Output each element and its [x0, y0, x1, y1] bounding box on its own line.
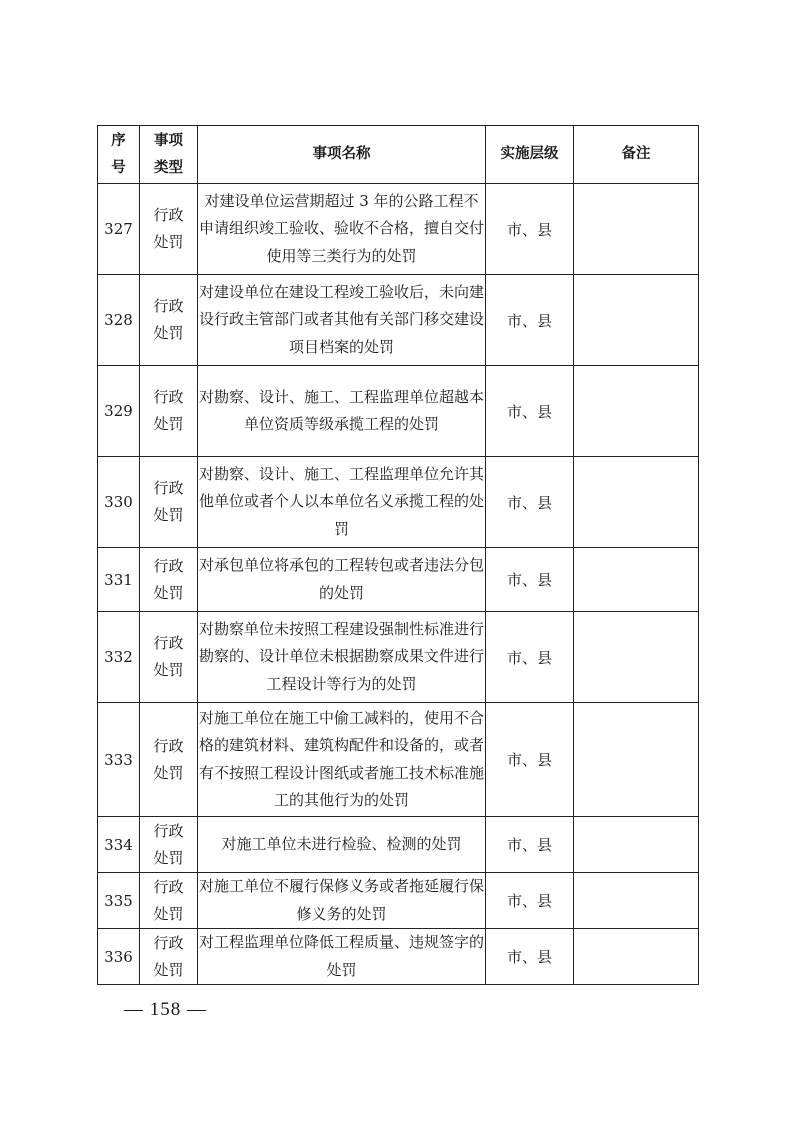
row-level: 市、县: [486, 703, 574, 817]
row-number: 328: [98, 275, 140, 366]
row-item-name: 对勘察、设计、施工、工程监理单位超越本单位资质等级承揽工程的处罚: [198, 366, 486, 457]
row-level: 市、县: [486, 366, 574, 457]
row-item-name: 对施工单位未进行检验、检测的处罚: [198, 817, 486, 873]
row-level: 市、县: [486, 612, 574, 703]
row-item-name: 对勘察单位未按照工程建设强制性标准进行勘察的、设计单位未根据勘察成果文件进行工程设计等行为的处罚: [198, 612, 486, 703]
header-type: 事项 类型: [140, 126, 198, 184]
row-type: 行政 处罚: [140, 366, 198, 457]
row-number: 329: [98, 366, 140, 457]
row-item-name: 对施工单位在施工中偷工减料的，使用不合格的建筑材料、建筑构配件和设备的，或者有不按照工程设计图纸或者施工技术标准施工的其他行为的处罚: [198, 703, 486, 817]
row-level: 市、县: [486, 873, 574, 929]
row-type: 行政 处罚: [140, 548, 198, 612]
row-type: 行政 处罚: [140, 703, 198, 817]
row-type: 行政 处罚: [140, 929, 198, 985]
row-type: 行政 处罚: [140, 457, 198, 548]
row-remark: [574, 548, 699, 612]
row-remark: [574, 457, 699, 548]
table-row: [98, 548, 699, 612]
row-number: 335: [98, 873, 140, 929]
row-remark: [574, 366, 699, 457]
table-header-row: [98, 126, 699, 184]
header-level: 实施层级: [486, 126, 574, 184]
header-name: 事项名称: [198, 126, 486, 184]
row-level: 市、县: [486, 275, 574, 366]
row-level: 市、县: [486, 929, 574, 985]
table-row: [98, 873, 699, 929]
table-row: [98, 703, 699, 817]
row-remark: [574, 817, 699, 873]
row-item-name: 对建设单位在建设工程竣工验收后，未向建设行政主管部门或者其他有关部门移交建设项目档案的处罚: [198, 275, 486, 366]
row-level: 市、县: [486, 548, 574, 612]
row-number: 332: [98, 612, 140, 703]
table-row: [98, 612, 699, 703]
table-row: [98, 457, 699, 548]
header-seq: 序 号: [98, 126, 140, 184]
row-item-name: 对施工单位不履行保修义务或者拖延履行保修义务的处罚: [198, 873, 486, 929]
row-remark: [574, 929, 699, 985]
table-row: [98, 184, 699, 275]
table-row: [98, 366, 699, 457]
row-remark: [574, 612, 699, 703]
row-item-name: 对建设单位运营期超过 3 年的公路工程不申请组织竣工验收、验收不合格，擅自交付使用等三类行为的处罚: [198, 184, 486, 275]
row-number: 336: [98, 929, 140, 985]
row-remark: [574, 703, 699, 817]
row-level: 市、县: [486, 817, 574, 873]
row-remark: [574, 873, 699, 929]
row-type: 行政 处罚: [140, 612, 198, 703]
header-remark: 备注: [574, 126, 699, 184]
table-row: [98, 275, 699, 366]
table-row: [98, 817, 699, 873]
row-item-name: 对承包单位将承包的工程转包或者违法分包的处罚: [198, 548, 486, 612]
row-remark: [574, 275, 699, 366]
row-type: 行政 处罚: [140, 873, 198, 929]
row-number: 327: [98, 184, 140, 275]
row-level: 市、县: [486, 457, 574, 548]
page-number: — 158 —: [124, 999, 207, 1020]
row-type: 行政 处罚: [140, 184, 198, 275]
row-number: 330: [98, 457, 140, 548]
row-number: 333: [98, 703, 140, 817]
row-number: 334: [98, 817, 140, 873]
row-number: 331: [98, 548, 140, 612]
administrative-penalty-table: [97, 125, 699, 985]
row-remark: [574, 184, 699, 275]
row-type: 行政 处罚: [140, 817, 198, 873]
row-item-name: 对工程监理单位降低工程质量、违规签字的处罚: [198, 929, 486, 985]
row-level: 市、县: [486, 184, 574, 275]
row-item-name: 对勘察、设计、施工、工程监理单位允许其他单位或者个人以本单位名义承揽工程的处罚: [198, 457, 486, 548]
row-type: 行政 处罚: [140, 275, 198, 366]
table-row: [98, 929, 699, 985]
